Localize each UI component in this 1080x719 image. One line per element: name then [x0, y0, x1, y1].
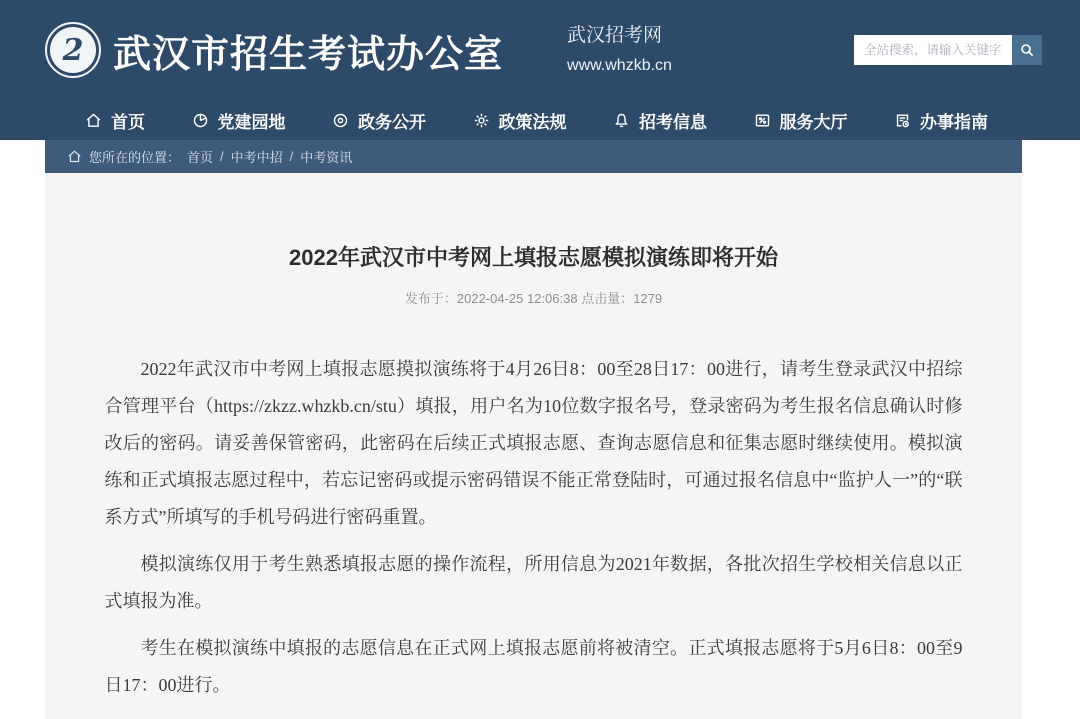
article-paragraph: 考生在模拟演练中填报的志愿信息在正式网上填报志愿前将被清空。正式填报志愿将于5月6日8：00至9日17：00进行。 — [104, 638, 963, 695]
nav-item-party[interactable] — [192, 108, 286, 133]
site-search — [854, 35, 1042, 65]
nav-label: 首页 — [111, 112, 145, 132]
site-brand[interactable] — [45, 22, 503, 78]
article-meta: 发布于：2022-04-25 12:06:38 点击量：1279 — [404, 291, 663, 306]
portal-url[interactable]: www.whzkb.cn — [567, 56, 672, 74]
search-input[interactable] — [854, 35, 1012, 65]
breadcrumb-home-icon — [67, 149, 82, 164]
nav-label: 政策法规 — [498, 112, 567, 132]
article-paragraph: 模拟演练仅用于考生熟悉填报志愿的操作流程，所用信息为2021年数据，各批次招生学校相关信息以正式填报为准。 — [104, 554, 963, 611]
top-band — [0, 0, 1080, 140]
service-panel-icon — [754, 112, 771, 129]
target-circle-icon — [332, 112, 349, 129]
pie-chart-icon — [192, 112, 209, 129]
home-icon — [85, 112, 102, 129]
site-logo-icon — [45, 22, 101, 78]
gear-icon — [473, 112, 490, 129]
breadcrumb-separator: / — [220, 149, 224, 164]
breadcrumb — [45, 140, 1022, 173]
nav-label: 办事指南 — [920, 112, 988, 132]
site-title: 武汉市招生考试办公室 — [113, 33, 504, 76]
nav-item-gov-open[interactable] — [332, 108, 426, 133]
search-button[interactable] — [1012, 35, 1042, 65]
nav-label: 招考信息 — [639, 112, 707, 132]
logo-glyph: 2 — [50, 27, 96, 73]
breadcrumb-item-home[interactable]: 首页 — [187, 150, 214, 165]
nav-item-exam-info[interactable] — [613, 108, 707, 133]
article-title: 2022年武汉市中考网上填报志愿模拟演练即将开始 — [289, 245, 778, 270]
nav-label: 党建园地 — [217, 112, 286, 132]
nav-item-guide[interactable] — [894, 108, 988, 133]
search-icon — [1019, 42, 1035, 58]
nav-item-policy[interactable] — [473, 108, 567, 133]
guide-document-icon — [894, 112, 911, 129]
article-paragraph: 2022年武汉市中考网上填报志愿摸拟演练将于4月26日8：00至28日17：00进行，请考生登录武汉中招综合管理平台（https://zkzz.whzkb.cn/stu）填报，用户名为10位数字报名号，登录密码为考生报名信息确认时修改后的密码。请妥善保管密码，此密码在后续正式填报志愿、查询志愿信息和征集志愿时继续使用。模拟演练和正式填报志愿过程中，若忘记密码或提示密码错误不能正常登陆时，可通过报名信息中“监护人一”的“联系方式”所填写的手机号码进行密码重置。 — [104, 359, 963, 527]
portal-info — [567, 22, 672, 78]
nav-label: 政务公开 — [358, 112, 426, 132]
nav-item-service-hall[interactable] — [754, 108, 848, 133]
nav-label: 服务大厅 — [779, 112, 848, 132]
nav-item-home[interactable] — [85, 108, 145, 133]
breadcrumb-item-zhongkao[interactable]: 中考中招 — [230, 150, 283, 165]
article-body — [105, 351, 963, 704]
main-nav — [0, 100, 1080, 140]
site-header — [0, 0, 1080, 100]
breadcrumb-item-news[interactable]: 中考资讯 — [300, 150, 353, 165]
breadcrumb-prefix: 您所在的位置： — [89, 150, 181, 165]
article-panel — [45, 173, 1022, 719]
breadcrumb-separator: / — [289, 149, 294, 164]
portal-name: 武汉招考网 — [567, 25, 663, 47]
bell-icon — [613, 112, 630, 129]
